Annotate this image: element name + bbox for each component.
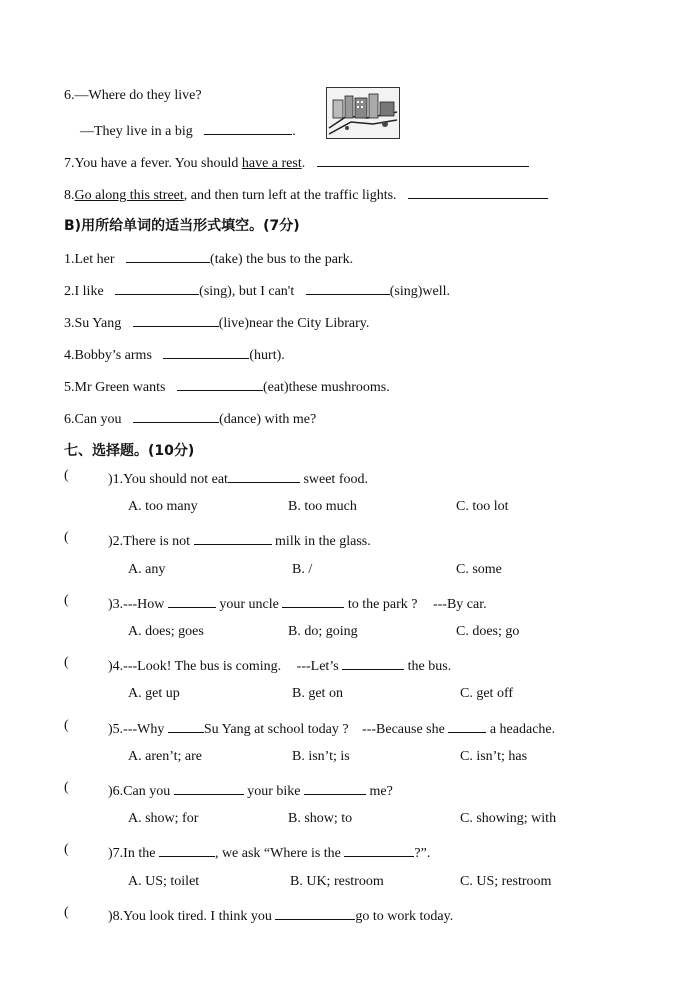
answer-blank[interactable] bbox=[115, 280, 199, 295]
question-number: )4. bbox=[108, 659, 124, 674]
option-a[interactable]: A. show; for bbox=[128, 811, 199, 826]
choice-question-8 bbox=[108, 905, 453, 925]
question-text: —Where do they live? bbox=[74, 88, 202, 103]
answer-blank bbox=[228, 468, 300, 483]
option-c[interactable]: C. showing; with bbox=[460, 811, 557, 826]
section-b-heading: B)用所给单词的适当形式填空。(7分) bbox=[64, 218, 300, 234]
item-text: (eat)these mushrooms. bbox=[262, 380, 390, 395]
answer-paren[interactable]: ( bbox=[64, 530, 69, 545]
choice-question-4 bbox=[108, 655, 451, 675]
question-number: 8. bbox=[64, 188, 75, 203]
city-street-picture-icon bbox=[326, 87, 400, 139]
option-c[interactable]: C. US; restroom bbox=[460, 874, 552, 889]
question-text: ---Look! The bus is coming. bbox=[123, 659, 282, 674]
option-c[interactable]: C. some bbox=[456, 562, 502, 577]
answer-blank bbox=[304, 780, 366, 795]
question-text: You look tired. I think you bbox=[123, 909, 272, 924]
answer-text: —They live in a big bbox=[80, 124, 193, 139]
item-text: 5.Mr Green wants bbox=[64, 380, 166, 395]
answer-blank bbox=[174, 780, 244, 795]
answer-blank[interactable] bbox=[133, 312, 219, 327]
question-text: to the park ? bbox=[347, 597, 418, 612]
fill-item-6 bbox=[64, 408, 316, 428]
question-text: , we ask “Where is the bbox=[214, 846, 341, 861]
option-c[interactable]: C. get off bbox=[460, 686, 514, 701]
question-text: ?”. bbox=[414, 846, 431, 861]
answer-paren[interactable]: ( bbox=[64, 468, 69, 483]
answer-blank[interactable] bbox=[177, 376, 263, 391]
option-a[interactable]: A. get up bbox=[128, 686, 180, 701]
option-a[interactable]: A. too many bbox=[128, 499, 198, 514]
fill-item-3 bbox=[64, 312, 369, 332]
answer-blank bbox=[344, 842, 414, 857]
answer-paren[interactable]: ( bbox=[64, 780, 69, 795]
question-6-ask bbox=[64, 88, 202, 104]
question-text: ---By car. bbox=[432, 597, 487, 612]
answer-blank bbox=[194, 530, 272, 545]
item-text: (dance) with me? bbox=[219, 412, 317, 427]
question-number: )1. bbox=[108, 472, 124, 487]
choice-question-7 bbox=[108, 842, 430, 862]
question-text: sweet food. bbox=[303, 472, 368, 487]
answer-blank bbox=[159, 842, 215, 857]
choice-question-6 bbox=[108, 780, 393, 800]
option-b[interactable]: B. / bbox=[292, 562, 313, 577]
answer-blank[interactable] bbox=[163, 344, 249, 359]
choice-question-2 bbox=[108, 530, 371, 550]
answer-paren[interactable]: ( bbox=[64, 655, 69, 670]
item-text: 3.Su Yang bbox=[64, 316, 122, 331]
period: . bbox=[292, 124, 296, 139]
question-7 bbox=[64, 152, 529, 172]
question-text: Su Yang at school today ? bbox=[203, 722, 349, 737]
answer-paren[interactable]: ( bbox=[64, 905, 69, 920]
option-b[interactable]: B. do; going bbox=[288, 624, 358, 639]
question-number: )7. bbox=[108, 846, 124, 861]
question-text: ---Let’s bbox=[296, 659, 339, 674]
question-number: )8. bbox=[108, 909, 124, 924]
fill-item-5 bbox=[64, 376, 390, 396]
answer-blank[interactable] bbox=[126, 248, 210, 263]
item-text: 4.Bobby’s arms bbox=[64, 348, 152, 363]
answer-blank bbox=[282, 593, 344, 608]
item-text: 2.I like bbox=[64, 284, 104, 299]
question-text: , and then turn left at the traffic lights. bbox=[183, 188, 397, 203]
question-6-answer bbox=[80, 120, 296, 140]
period: . bbox=[301, 156, 306, 171]
answer-paren[interactable]: ( bbox=[64, 718, 69, 733]
answer-blank[interactable] bbox=[408, 184, 548, 199]
item-text: (take) the bus to the park. bbox=[210, 252, 354, 267]
answer-blank[interactable] bbox=[204, 120, 292, 135]
choice-question-3 bbox=[108, 593, 487, 613]
answer-paren[interactable]: ( bbox=[64, 593, 69, 608]
option-b[interactable]: B. UK; restroom bbox=[290, 874, 384, 889]
option-b[interactable]: B. isn’t; is bbox=[292, 749, 350, 764]
option-a[interactable]: A. US; toilet bbox=[128, 874, 200, 889]
option-a[interactable]: A. does; goes bbox=[128, 624, 204, 639]
answer-blank bbox=[168, 718, 204, 733]
underlined-phrase: Go along this street bbox=[74, 188, 184, 203]
option-c[interactable]: C. isn’t; has bbox=[460, 749, 528, 764]
item-text: (sing), but I can't bbox=[199, 284, 295, 299]
fill-item-2 bbox=[64, 280, 450, 300]
answer-paren[interactable]: ( bbox=[64, 842, 69, 857]
option-a[interactable]: A. aren’t; are bbox=[128, 749, 202, 764]
question-text: the bus. bbox=[407, 659, 452, 674]
question-text: You should not eat bbox=[123, 472, 228, 487]
option-b[interactable]: B. too much bbox=[288, 499, 357, 514]
item-text: (live)near the City Library. bbox=[218, 316, 370, 331]
item-text: 1.Let her bbox=[64, 252, 115, 267]
question-text: ---Why bbox=[123, 722, 165, 737]
question-text: a headache. bbox=[489, 722, 556, 737]
answer-blank[interactable] bbox=[306, 280, 390, 295]
question-text: go to work today. bbox=[355, 909, 454, 924]
question-text: ---Because she bbox=[362, 722, 445, 737]
question-text: me? bbox=[369, 784, 393, 799]
option-c[interactable]: C. does; go bbox=[456, 624, 520, 639]
item-text: 6.Can you bbox=[64, 412, 122, 427]
question-number: 6. bbox=[64, 88, 75, 103]
option-b[interactable]: B. get on bbox=[292, 686, 343, 701]
question-text: milk in the glass. bbox=[275, 534, 371, 549]
question-number: )3. bbox=[108, 597, 124, 612]
question-text: 7.You have a fever. You should bbox=[64, 156, 239, 171]
answer-blank[interactable] bbox=[133, 408, 219, 423]
choice-question-1 bbox=[108, 468, 368, 488]
fill-item-1 bbox=[64, 248, 353, 268]
answer-blank bbox=[448, 718, 486, 733]
question-text: In the bbox=[123, 846, 156, 861]
item-text: (hurt). bbox=[249, 348, 285, 363]
question-text: your uncle bbox=[219, 597, 279, 612]
answer-blank bbox=[342, 655, 404, 670]
answer-blank bbox=[275, 905, 355, 920]
question-number: )5. bbox=[108, 722, 124, 737]
item-text: (sing)well. bbox=[389, 284, 450, 299]
option-b[interactable]: B. show; to bbox=[288, 811, 353, 826]
fill-item-4 bbox=[64, 344, 285, 364]
choice-question-5 bbox=[108, 718, 555, 738]
section-7-heading: 七、选择题。(10分) bbox=[64, 443, 195, 459]
underlined-phrase: have a rest bbox=[241, 156, 302, 171]
question-text: Can you bbox=[123, 784, 171, 799]
question-text: ---How bbox=[123, 597, 165, 612]
question-8 bbox=[64, 184, 548, 204]
question-number: )6. bbox=[108, 784, 124, 799]
answer-blank[interactable] bbox=[317, 152, 529, 167]
answer-blank bbox=[168, 593, 216, 608]
question-number: )2. bbox=[108, 534, 124, 549]
question-text: your bike bbox=[247, 784, 301, 799]
option-a[interactable]: A. any bbox=[128, 562, 166, 577]
question-text: There is not bbox=[123, 534, 191, 549]
option-c[interactable]: C. too lot bbox=[456, 499, 509, 514]
